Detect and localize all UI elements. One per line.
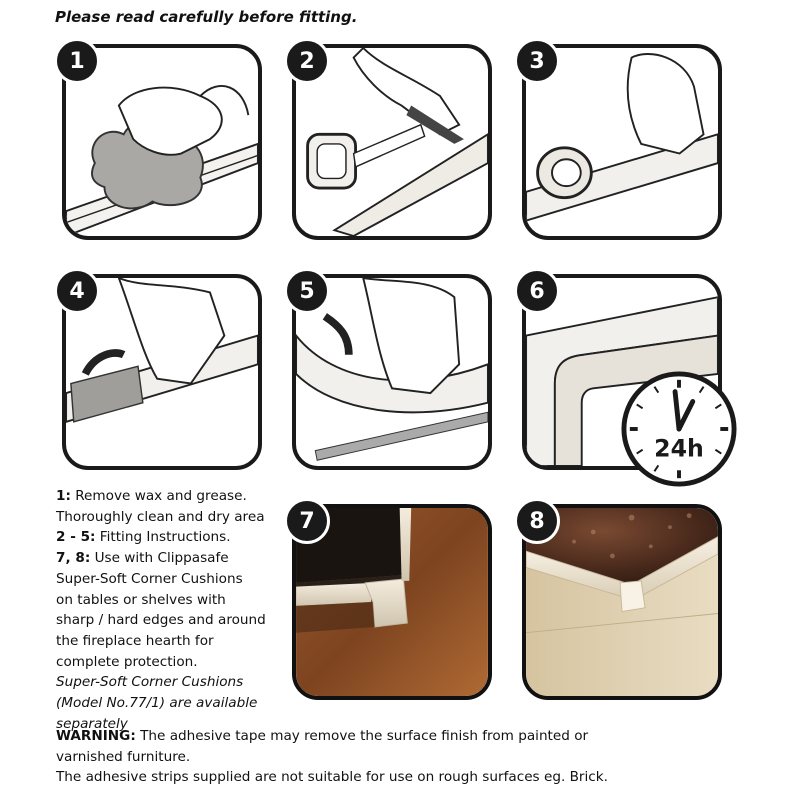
note-3-text-3: on tables or shelves with bbox=[56, 591, 226, 608]
instruction-notes bbox=[56, 486, 284, 734]
note-4-line-1: Super-Soft Corner Cushions bbox=[56, 674, 244, 691]
step-1-badge: 1 bbox=[54, 38, 100, 84]
note-4-line-3: separately bbox=[56, 715, 128, 732]
step-5-badge: 5 bbox=[284, 268, 330, 314]
step-2-badge: 2 bbox=[284, 38, 330, 84]
note-2-label: 2 - 5: bbox=[56, 529, 96, 546]
warning-block bbox=[56, 726, 756, 788]
fireplace-hearth-photo bbox=[296, 508, 488, 696]
step-6-badge: 6 bbox=[514, 268, 560, 314]
note-2-text: Fitting Instructions. bbox=[95, 529, 231, 546]
peel-backing-icon bbox=[66, 278, 258, 466]
step-8-badge: 8 bbox=[514, 498, 560, 544]
press-strip-icon bbox=[296, 278, 488, 466]
clock-label: 24h bbox=[654, 434, 704, 463]
note-3-label: 7, 8: bbox=[56, 550, 91, 567]
step-4-badge: 4 bbox=[54, 268, 100, 314]
cloth-wipe-icon bbox=[66, 48, 258, 236]
warning-label: WARNING: bbox=[56, 728, 136, 744]
clock-icon bbox=[620, 370, 738, 488]
note-3-text-5: the fireplace hearth for bbox=[56, 632, 214, 649]
warning-line-2: The adhesive strips supplied are not suitable for use on rough surfaces eg. Brick. bbox=[56, 769, 608, 786]
step-7-badge: 7 bbox=[284, 498, 330, 544]
warning-text: The adhesive tape may remove the surface finish from painted or bbox=[135, 728, 589, 744]
note-3-text-2: Super-Soft Corner Cushions bbox=[56, 570, 243, 587]
step-3-badge: 3 bbox=[514, 38, 560, 84]
note-3-text-6: complete protection. bbox=[56, 653, 198, 670]
note-1-label: 1: bbox=[56, 488, 71, 504]
tape-roll-icon bbox=[526, 48, 718, 236]
warning-text-2: varnished furniture. bbox=[56, 748, 191, 765]
granite-worktop-photo bbox=[526, 508, 718, 696]
note-1-text: Remove wax and grease. bbox=[70, 488, 247, 504]
tape-measure-knife-icon bbox=[296, 48, 488, 236]
note-1-text-2: Thoroughly clean and dry area bbox=[56, 508, 265, 525]
note-4-line-2: (Model No.77/1) are available bbox=[56, 695, 258, 712]
note-3-text: Use with Clippasafe bbox=[90, 550, 229, 567]
note-3-text-4: sharp / hard edges and around bbox=[56, 612, 266, 629]
heading: Please read carefully before fitting. bbox=[55, 8, 358, 26]
